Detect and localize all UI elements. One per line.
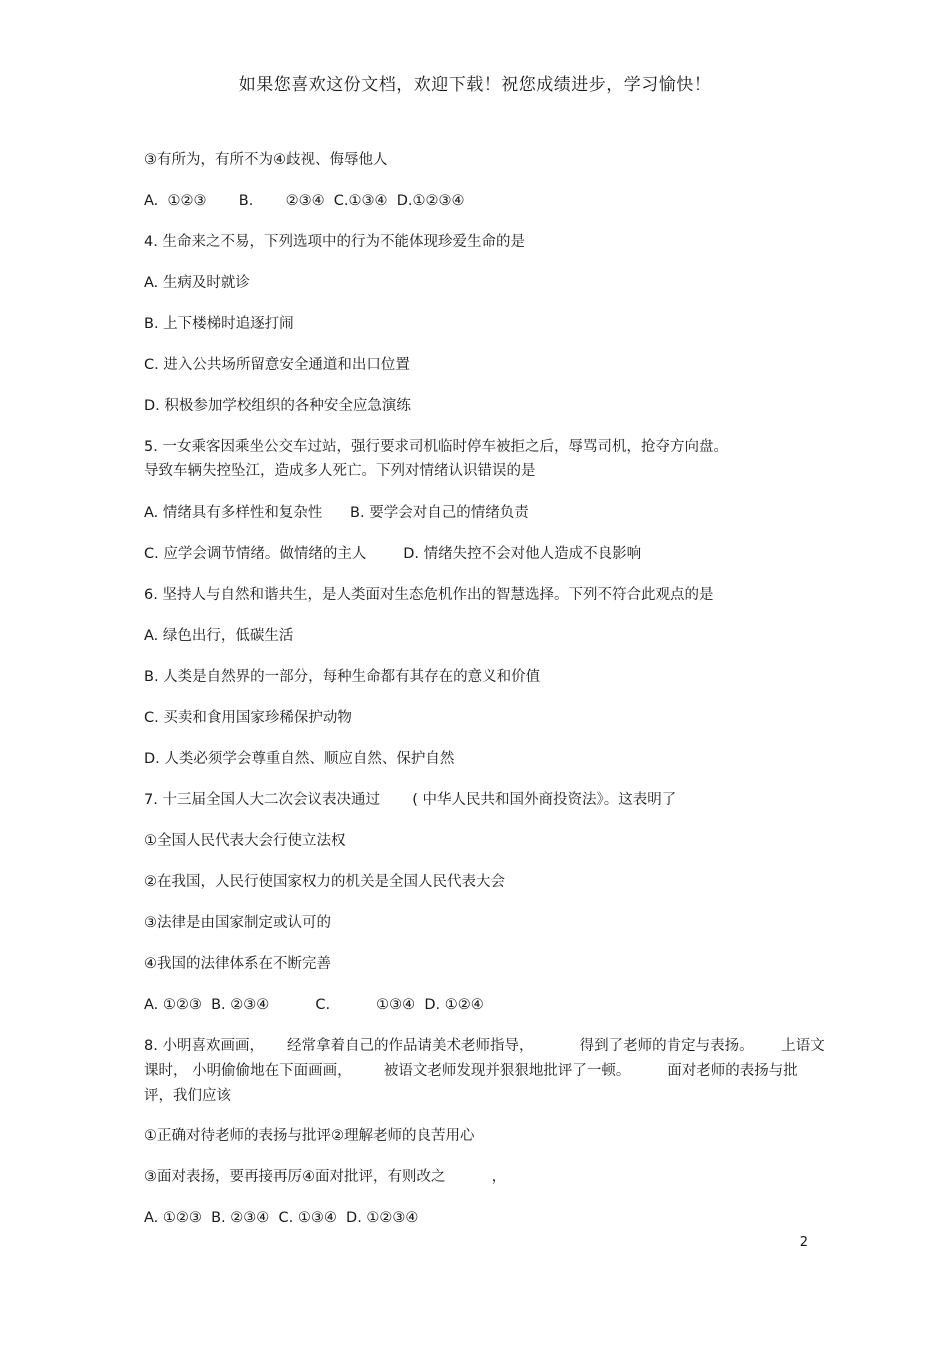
option-d: D. 积极参加学校组织的各种安全应急演练 [144, 398, 411, 414]
answer-options: A. ①②③ B. ②③④ C.①③④ D.①②③④ [144, 193, 465, 209]
statement-12: ①正确对待老师的表扬与批评②理解老师的良苦用心 [144, 1128, 475, 1144]
option-b: B. 上下楼梯时追逐打闹 [144, 316, 294, 332]
question-7: 7. 十三届全国人大二次会议表决通过 ( 中华人民共和国外商投资法》。这表明了 [144, 792, 677, 808]
options-cd: C. 应学会调节情绪。做情绪的主人 D. 情绪失控不会对他人造成不良影响 [144, 546, 642, 562]
answer-options: A. ①②③ B. ②③④ C. ①③④ D. ①②③④ [144, 1210, 419, 1226]
question-6: 6. 坚持人与自然和谐共生，是人类面对生态危机作出的智慧选择。下列不符合此观点的是 [144, 587, 714, 603]
option-c: C. 进入公共场所留意安全通道和出口位置 [144, 357, 410, 373]
question-8: 8. 小明喜欢画画， 经常拿着自己的作品请美术老师指导， 得到了老师的肯定与表扬。 上语文 [144, 1038, 825, 1054]
question-5: 5. 一女乘客因乘坐公交车过站，强行要求司机临时停车被拒之后，辱骂司机，抢夺方向盘。 [144, 439, 728, 455]
statement-1: ①全国人民代表大会行使立法权 [144, 833, 346, 849]
option-a: A. 绿色出行，低碳生活 [144, 628, 294, 644]
option-a: A. 生病及时就诊 [144, 275, 250, 291]
question-4: 4. 生命来之不易，下列选项中的行为不能体现珍爱生命的是 [144, 234, 525, 250]
page-header: 如果您喜欢这份文档，欢迎下载！祝您成绩进步，学习愉快！ [238, 75, 712, 95]
text-line: ③有所为，有所不为④歧视、侮辱他人 [144, 152, 388, 168]
statement-4: ④我国的法律体系在不断完善 [144, 956, 331, 972]
option-c: C. 买卖和食用国家珍稀保护动物 [144, 710, 352, 726]
question-8-continued: 课时， 小明偷偷地在下面画画， 被语文老师发现并狠狠地批评了一顿。 面对老师的表扬与批 [144, 1063, 798, 1079]
question-5-continued: 导致车辆失控坠江，造成多人死亡。下列对情绪认识错误的是 [144, 463, 536, 479]
option-d: D. 人类必须学会尊重自然、顺应自然、保护自然 [144, 751, 455, 767]
page-number: 2 [799, 1235, 808, 1250]
options-ab: A. 情绪具有多样性和复杂性 B. 要学会对自己的情绪负责 [144, 505, 529, 521]
answer-options: A. ①②③ B. ②③④ C. ①③④ D. ①②④ [144, 997, 484, 1013]
question-8-end: 评，我们应该 [144, 1088, 231, 1104]
statement-34: ③面对表扬，要再接再厉④面对批评，有则改之 ， [144, 1169, 507, 1185]
option-b: B. 人类是自然界的一部分，每种生命都有其存在的意义和价值 [144, 669, 541, 685]
statement-2: ②在我国，人民行使国家权力的机关是全国人民代表大会 [144, 874, 505, 890]
statement-3: ③法律是由国家制定或认可的 [144, 915, 331, 931]
